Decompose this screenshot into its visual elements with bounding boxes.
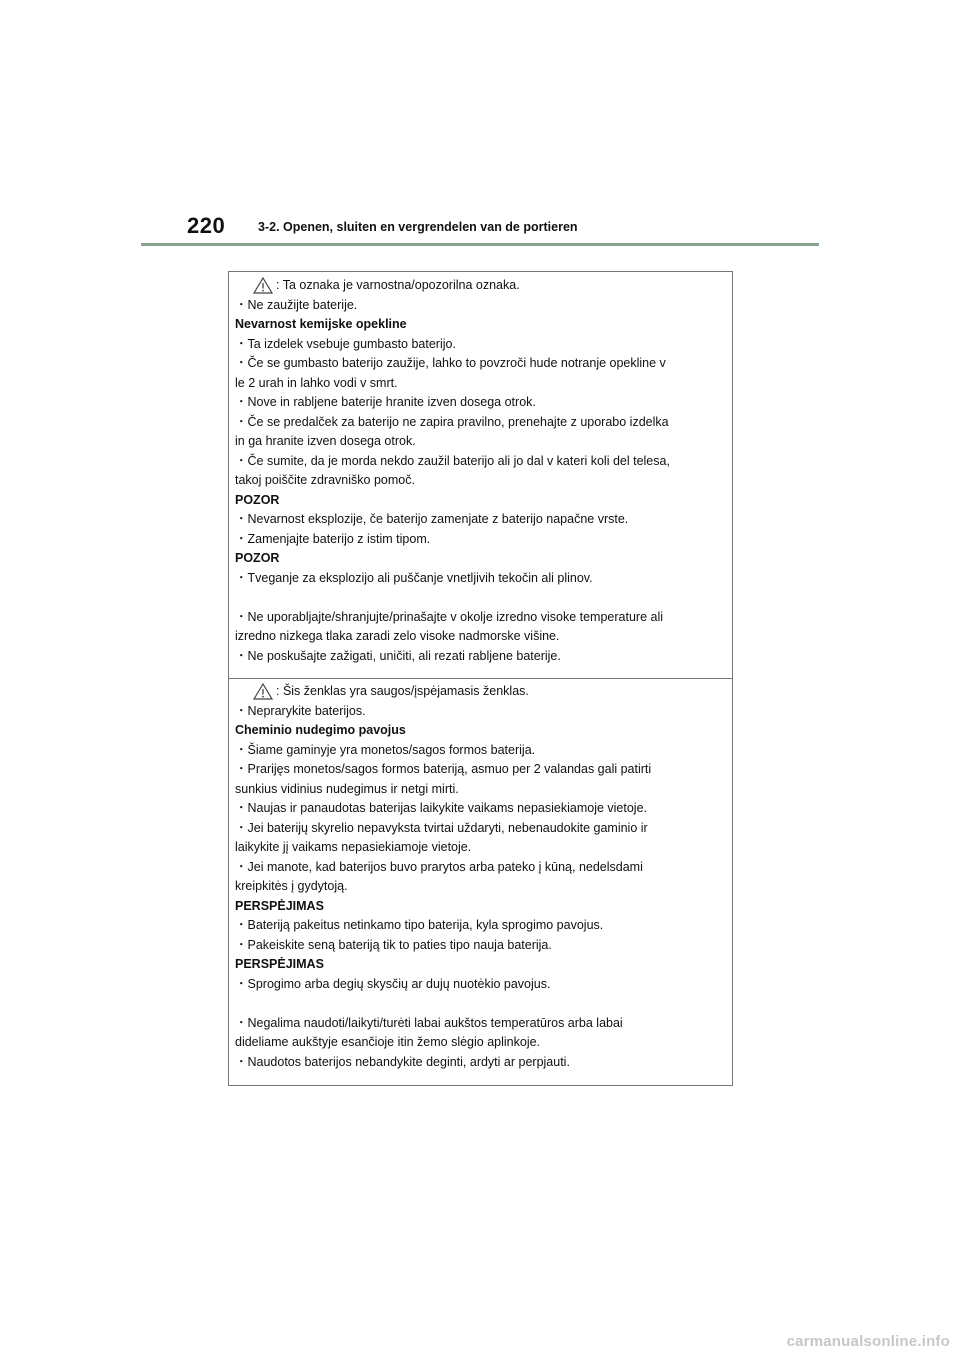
warning-line: ・Nove in rabljene baterije hranite izven dosega otrok. [235,395,536,409]
warning-line: ・Tveganje za eksplozijo ali puščanje vnetljivih tekočin ali plinov. [235,570,593,585]
warning-line: ・Neprarykite baterijos. [235,703,366,718]
warning-line: ・Pakeiskite seną bateriją tik to paties tipo nauja baterija. [235,937,552,952]
line-gap [235,588,732,608]
warning-triangle-icon [253,277,273,294]
warning-triangle-icon [253,683,273,700]
warning-line: ・Če se predalček za baterijo ne zapira pravilno, prenehajte z uporabo izdelka [235,414,669,429]
warning-heading: POZOR [235,551,280,565]
page-number: 220 [187,213,226,238]
slovenian-intro-text: : Ta oznaka je varnostna/opozorilna oznaka. [276,278,520,292]
slovenian-warning-intro [235,276,732,296]
warning-line: ・Prarijęs monetos/sagos formos bateriją, asmuo per 2 valandas gali patirti [235,762,652,776]
lithuanian-intro-text: : Šis ženklas yra saugos/įspėjamasis ženklas. [276,684,529,698]
lithuanian-warning-intro [235,682,732,702]
warning-line: sunkius vidinius nudegimus ir netgi mirti. [235,781,459,796]
warning-line: in ga hranite izven dosega otrok. [235,434,416,448]
line-gap [235,994,732,1014]
slovenian-warning-lines [235,296,732,667]
warning-heading: Cheminio nudegimo pavojus [235,723,406,737]
warning-line: laikykite jį vaikams nepasiekiamoje vietoje. [235,840,472,854]
warning-line: ・Bateriją pakeitus netinkamo tipo baterija, kyla sprogimo pavojus. [235,918,604,932]
slovenian-warning-section [229,276,732,666]
section-title: 3-2. Openen, sluiten en vergrendelen van de portieren [258,220,578,234]
warning-line: dideliame aukštyje esančioje itin žemo slėgio aplinkoje. [235,1035,541,1049]
warning-line: takoj poiščite zdravniško pomoč. [235,473,415,487]
watermark: carmanualsonline.info [786,1333,950,1350]
warning-line: ・Jei baterijų skyrelio nepavyksta tvirtai uždaryti, nebenaudokite gaminio ir [235,820,648,835]
header-rule [141,243,819,246]
warning-line: ・Naujas ir panaudotas baterijas laikykite vaikams nepasiekiamoje vietoje. [235,801,648,815]
warning-heading: Nevarnost kemijske opekline [235,317,407,331]
warning-heading: PERSPĖJIMAS [235,898,324,913]
warning-line: le 2 urah in lahko vodi v smrt. [235,375,398,390]
battery-warning-box [228,271,733,1086]
warning-line: izredno nizkega tlaka zaradi zelo visoke nadmorske višine. [235,629,560,643]
warning-line: ・Šiame gaminyje yra monetos/sagos formos baterija. [235,742,536,757]
lithuanian-warning-lines [235,702,732,1073]
warning-line: kreipkitės į gydytoją. [235,879,348,893]
warning-line: ・Nevarnost eksplozije, če baterijo zamenjate z baterijo napačne vrste. [235,512,629,526]
warning-line: ・Naudotos baterijos nebandykite deginti, ardyti ar perpjauti. [235,1054,570,1069]
warning-line: ・Negalima naudoti/laikyti/turėti labai aukštos temperatūros arba labai [235,1015,623,1030]
warning-line: ・Če se gumbasto baterijo zaužije, lahko to povzroči hude notranje opekline v [235,356,666,370]
lithuanian-warning-section [229,682,732,1072]
warning-heading: PERSPĖJIMAS [235,957,324,971]
warning-line: ・Ne zaužijte baterije. [235,297,358,312]
warning-line: ・Sprogimo arba degių skysčių ar dujų nuotėkio pavojus. [235,976,551,991]
warning-line: ・Ta izdelek vsebuje gumbasto baterijo. [235,336,456,351]
section-divider [229,678,732,679]
warning-heading: POZOR [235,492,280,507]
warning-line: ・Zamenjajte baterijo z istim tipom. [235,531,431,546]
warning-line: ・Ne uporabljajte/shranjujte/prinašajte v okolje izredno visoke temperature ali [235,609,664,624]
warning-line: ・Če sumite, da je morda nekdo zaužil baterijo ali jo dal v kateri koli del telesa, [235,453,670,468]
warning-line: ・Ne poskušajte zažigati, uničiti, ali rezati rabljene baterije. [235,648,561,663]
warning-line: ・Jei manote, kad baterijos buvo prarytos arba pateko į kūną, nedelsdami [235,859,643,874]
